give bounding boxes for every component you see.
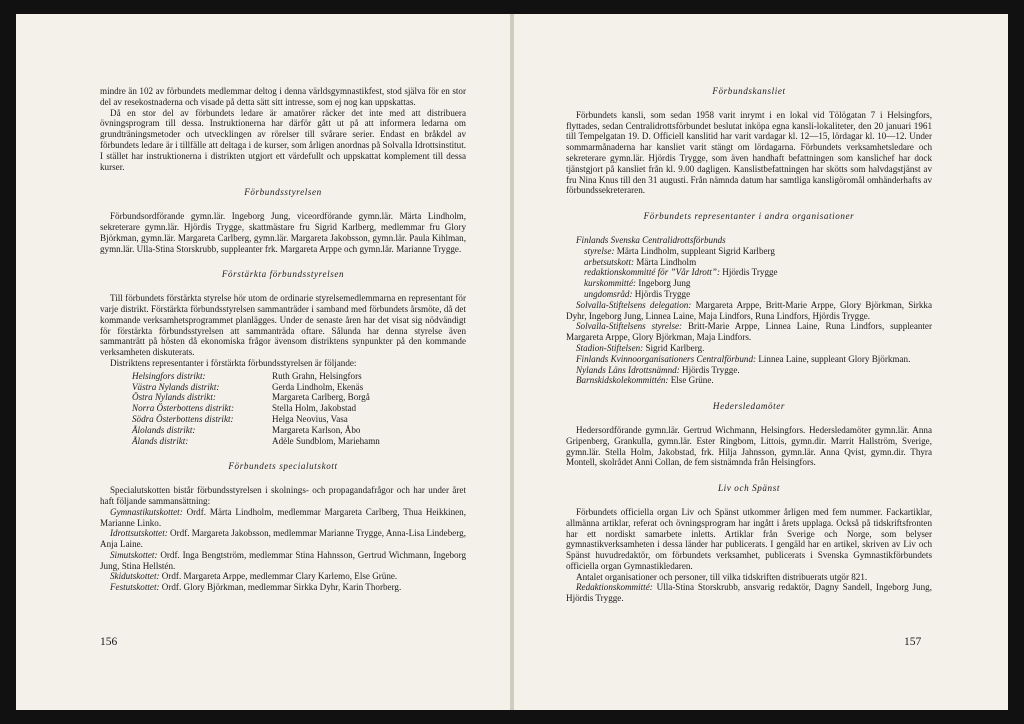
- hedersledamoter-paragraph: Hedersordförande gymn.lär. Gertrud Wichmann, Helsingfors. Hedersledamöter gymn.lär. Anna Gripenberg, Grankulla, gymn.lär. Ester Ringbom, Littois, gymn.dir. Marrit Hallström, Sverige, gymn.lär. Stella Holm, Jakobstad, frk. Hilja Jahnsson, gymn.lär. Anna Qvist, gymn.dir. Thyra Montell, skolrådet Anni Collan, de fem sistnämnda från Helsingfors.: [566, 424, 932, 468]
- committee-members: Ordf. Margareta Arppe, medlemmar Clary Karlemo, Else Grüne.: [161, 571, 398, 582]
- committee-name: Skidutskottet:: [110, 571, 160, 582]
- organisation-name: kurskommitté:: [584, 278, 637, 289]
- representative-names: Märta Lindholm: [636, 256, 697, 267]
- representative-names: Sigrid Karlberg.: [645, 342, 705, 353]
- district-name: Södra Österbottens distrikt:: [132, 413, 234, 424]
- district-representative: Ruth Grahn, Helsingfors: [272, 370, 362, 381]
- district-list: [132, 371, 466, 447]
- organisation-name: Finlands Svenska Centralidrottsförbunds: [576, 234, 726, 245]
- committee-list: [100, 507, 466, 593]
- committee-members: Ordf. Margareta Jakobsson, medlemmar Marianne Trygge, Anna-Lisa Lindeberg, Anja Laine.: [100, 528, 466, 550]
- district-representative: Gerda Lindholm, Ekenäs: [272, 381, 364, 392]
- liv-paragraph-2: Antalet organisationer och personer, till vilka tidskriften distribuerats utgör 821.: [576, 571, 868, 582]
- district-name: Ålands distrikt:: [132, 435, 189, 446]
- committee-item: [100, 528, 466, 550]
- committee-members: Ordf. Glory Björkman, medlemmar Sirkka Dyhr, Karin Thorberg.: [161, 582, 402, 593]
- section-heading: Liv och Spänst: [718, 483, 780, 494]
- district-row: [132, 392, 466, 403]
- representative-names: Hjördis Trygge.: [682, 364, 740, 375]
- styrelsen-paragraph: Förbundsordförande gymn.lär. Ingeborg Jung, viceordförande gymn.lär. Märta Lindholm, sekreterare gymn.lär. Hjördis Trygge, skattmästare fru Sigrid Karlberg, medlemmar fru Glory Björkman, gymn.lär. Margareta Carlberg, gymn.lär. Margareta Jakobsson, gymn.lär. Paula Kihlman, gymn.lär. Ulla-Stina Storskrubb, suppleanter frk. Margareta Arppe och gymn.lär. Marianne Trygge.: [100, 211, 466, 254]
- committee-members: Ordf. Märta Lindholm, medlemmar Margareta Carlberg, Thua Heikkinen, Marianne Linko.: [100, 506, 466, 528]
- organisation-name: Solvalla-Stiftelsens styrelse:: [576, 321, 683, 332]
- district-representative: Helga Neovius, Vasa: [272, 413, 348, 424]
- representative-item: [566, 354, 932, 365]
- representative-item: [566, 235, 932, 246]
- left-column: [100, 86, 466, 593]
- section-heading: Förbundsstyrelsen: [244, 187, 322, 198]
- section-heading: Förbundets representanter i andra organisationer: [643, 211, 855, 222]
- organisation-name: Nylands Läns Idrottsnämnd:: [576, 364, 680, 375]
- organisation-name: Finlands Kvinnoorganisationers Centralförbund:: [576, 353, 757, 364]
- representative-names: Hjördis Trygge: [634, 288, 691, 299]
- committee-item: [100, 507, 466, 529]
- district-row: [132, 436, 466, 447]
- forstarkta-paragraph: Till förbundets förstärkta styrelse hör utom de ordinarie styrelsemedlemmarna en representant för varje distrikt. Förstärkta förbundsstyrelsen sammanträder i samband med förbundets årsmöte, då det kommande verksamhetsprogrammet planlägges. Under de senaste åren har det visat sig nödvändigt för förstärkta förbundsstyrelsen att sammanträda oftare. Sålunda har denna styrelse även sammanträtt på hösten då ekonomiska frågor ävensom distriktens synpunkter på den kommande verksamheten diskuterats.: [100, 293, 466, 358]
- organisation-name: Barnskidskolekommittén:: [576, 375, 669, 386]
- committee-name: Idrottsutskottet:: [110, 528, 168, 539]
- section-heading: Förbundskansliet: [712, 86, 786, 96]
- committee-name: Gymnastikutskottet:: [110, 506, 183, 517]
- section-heading: Förstärkta förbundsstyrelsen: [221, 269, 345, 280]
- left-page: [16, 14, 510, 710]
- representative-item: [566, 300, 932, 322]
- section-heading: Hedersledamöter: [712, 401, 786, 412]
- representative-item: [566, 375, 932, 386]
- representative-item: [566, 343, 932, 354]
- intro-paragraph: mindre än 102 av förbundets medlemmar deltog i denna världsgymnastikfest, stod själva för en stor del av resekostnaderna och visade på detta sätt sitt intresse, som ej nog kan uppskattas.: [100, 86, 466, 107]
- right-column: [566, 86, 932, 604]
- district-name: Helsingfors distrikt:: [132, 370, 206, 381]
- intro-paragraph: Då en stor del av förbundets ledare är amatörer räcker det inte med att distribuera övningsprogram till dessa. Instruktionerna har därför gått ut på att informera ledarna om grundträningsmetoder och utvecklingen av rörelser till svårare serier. Endast en bråkdel av förbundets ledare är i tillfälle att deltaga i de kurser, som årligen anordnas på Solvalla Idrottsinstitut. I stället har instruktionerna i distrikten utgjort ett värdefullt och uppskattat komplement till dessa kurser.: [100, 107, 466, 172]
- representative-item: [566, 267, 932, 278]
- district-name: Östra Nylands distrikt:: [132, 392, 216, 403]
- representative-item: [566, 365, 932, 376]
- organisation-name: redaktionskommitté för ”Vår Idrott”:: [584, 267, 720, 278]
- committee-members: Ordf. Inga Bengtström, medlemmar Stina Hahnsson, Gertrud Wichmann, Ingeborg Jung, Stina Hellstén.: [100, 549, 466, 571]
- special-intro: Specialutskotten bistår förbundsstyrelsen i skolnings- och propagandafrågor och har under året haft följande sammansättning:: [100, 485, 466, 506]
- page-number: 156: [100, 636, 118, 648]
- representative-names: Else Grüne.: [670, 375, 714, 386]
- district-name: Ålolands distrikt:: [132, 424, 196, 435]
- organisation-name: Stadion-Stiftelsen:: [576, 342, 644, 353]
- representative-names: Märta Lindholm, suppleant Sigrid Karlberg: [616, 245, 775, 256]
- liv-paragraph: Förbundets officiella organ Liv och Spänst utkommer årligen med fem nummer. Fackartiklar, allmänna artiklar, referat och övningsprogram har ingått i årets upplaga. Också på tidskriftsfronten har ett nordiskt samarbete inletts. Artiklar från Sverige och Norge, som belyser gymnastikverksamheten i dessa länder har publicerats. I gengäld har en artikel, skriven av Liv och Spänst huvudredaktör, om förbundets verksamhet, publicerats i Svenska Gymnastikförbundets officiella organ Gymnastikledaren.: [566, 506, 932, 571]
- district-name: Norra Österbottens distrikt:: [132, 403, 235, 414]
- representative-names: Britt-Marie Arppe, Linnea Laine, Runa Lindfors, suppleanter Margareta Arppe, Glory Björkman, Maja Lindfors.: [566, 321, 933, 343]
- district-representative: Margareta Carlberg, Borgå: [272, 392, 370, 403]
- organisation-name: styrelse:: [584, 245, 615, 256]
- organisation-name: Solvalla-Stiftelsens delegation:: [576, 299, 692, 310]
- district-row: [132, 382, 466, 393]
- representative-names: Ingeborg Jung: [638, 278, 691, 289]
- district-representative: Stella Holm, Jakobstad: [272, 403, 357, 414]
- district-row: [132, 414, 466, 425]
- representative-names: Hjördis Trygge: [722, 267, 778, 278]
- district-representative: Adèle Sundblom, Mariehamn: [272, 435, 380, 446]
- organisation-name: arbetsutskott:: [584, 256, 635, 267]
- committee-item: [100, 582, 466, 593]
- representative-item: [566, 289, 932, 300]
- redaktion-line: [566, 582, 932, 604]
- section-heading: Förbundets specialutskott: [228, 461, 338, 472]
- representative-item: [566, 278, 932, 289]
- kansliet-paragraph: Förbundets kansli, som sedan 1958 varit inrymt i en lokal vid Tölögatan 7 i Helsingfors, flyttades, sedan Centralidrottsförbundet beslutat inköpa egna kansli-lokaliteter, den 20 januari 1961 till Tempelgatan 19. D. Officiell kanslitid har varit vardagar kl. 12—15, lördagar kl. 10—12. Under sommarmånaderna har kansliet varit stängt om lördagarna. Förbundets verksamhetsledare och sekreterare gymn.lär. Hjördis Trygge, som även handhaft befattningen som kanslichef har dock tjänstgjort på kansliet från kl. 9.00 dagligen. Kanslistbefattningen har skötts som halvdagstjänst av fru Nina Knus till den 31 augusti. Från nämnda datum har samtliga kansligöromål omhänderhafts av förbundssekreteraren.: [566, 109, 932, 196]
- district-row: [132, 403, 466, 414]
- organisation-name: ungdomsråd:: [584, 288, 633, 299]
- district-row: [132, 425, 466, 436]
- redaktion-label: Redaktionskommitté:: [576, 582, 653, 593]
- distrikt-intro: Distriktens representanter i förstärkta förbundsstyrelsen är följande:: [110, 357, 357, 368]
- committee-item: [100, 550, 466, 572]
- district-name: Västra Nylands distrikt:: [132, 381, 220, 392]
- right-page: [514, 14, 1008, 710]
- representative-item: [566, 257, 932, 268]
- representative-names: Margareta Arppe, Britt-Marie Arppe, Glory Björkman, Sirkka Dyhr, Ingeborg Jung, Linnea Laine, Maja Lindfors, Runa Lindfors, Hjördis Trygge.: [566, 299, 932, 321]
- representative-item: [566, 246, 932, 257]
- page-number: 157: [904, 636, 922, 648]
- redaktion-text: Ulla-Stina Storskrubb, ansvarig redaktör, Dagny Sandell, Ingeborg Jung, Hjördis Trygge.: [566, 582, 932, 604]
- district-row: [132, 371, 466, 382]
- committee-name: Simutskottet:: [110, 549, 158, 560]
- committee-name: Festutskottet:: [110, 582, 160, 593]
- representative-item: [566, 321, 932, 343]
- district-representative: Margareta Karlson, Åbo: [272, 424, 361, 435]
- representative-names: Linnea Laine, suppleant Glory Björkman.: [758, 353, 911, 364]
- representatives-list: [566, 235, 932, 386]
- committee-item: [100, 571, 466, 582]
